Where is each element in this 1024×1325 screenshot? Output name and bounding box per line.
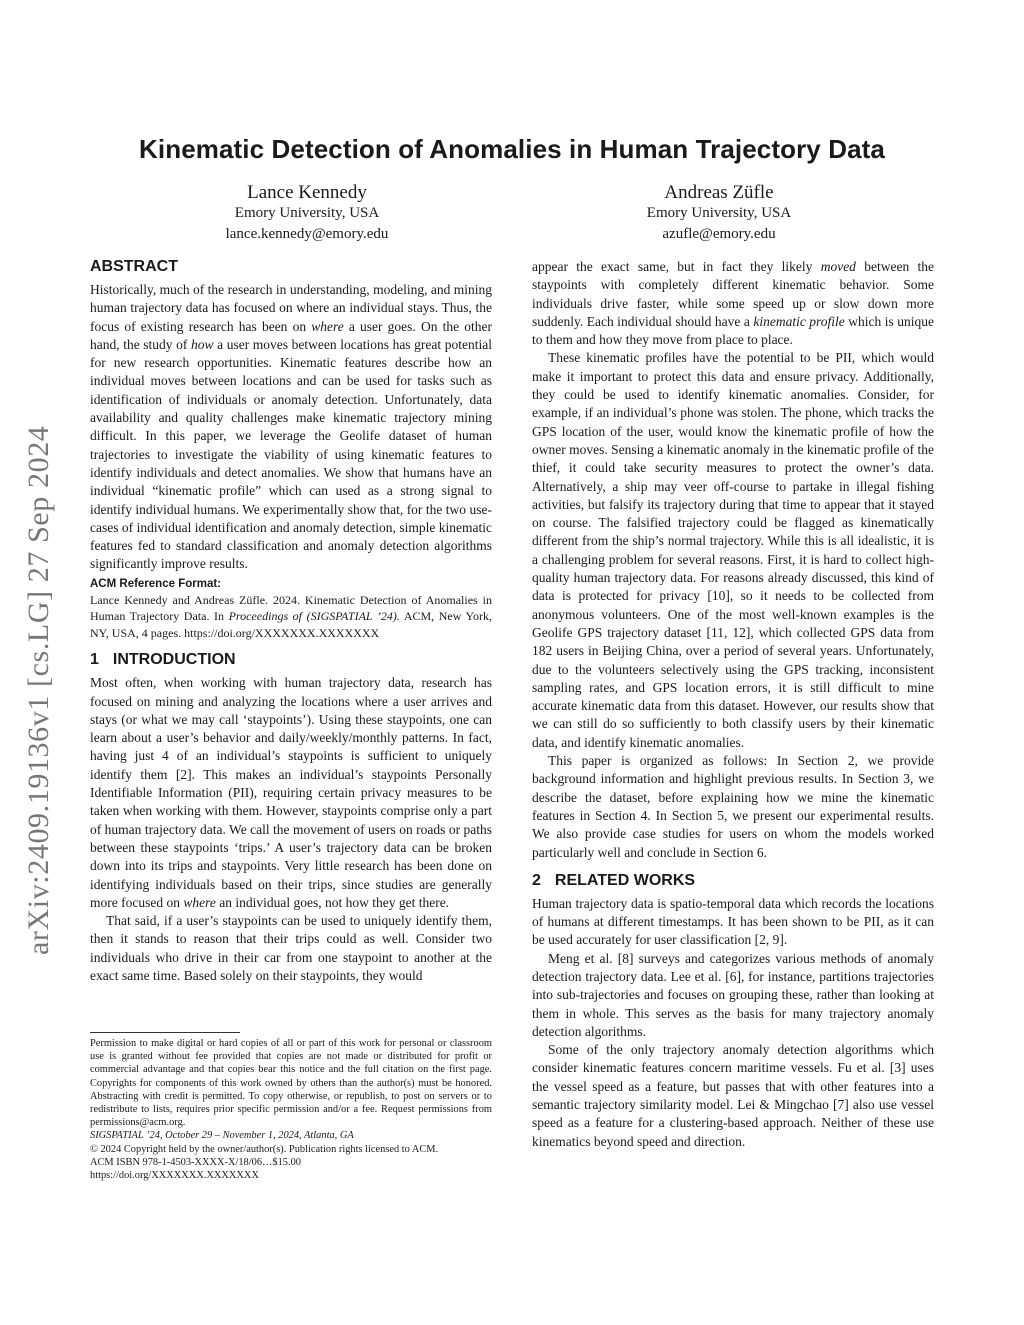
conference-info: SIGSPATIAL ’24, October 29 – November 1, 2024, Atlanta, GA (90, 1130, 354, 1142)
abstract-text: Historically, much of the research in understanding, modeling, and mining human trajectory data has focused on where an individual stays. Thus, the focus of existing research has been on where a user goes. On the other hand, the study of how a user moves between locations has great potential for new research opportunities. Kinematic features describe how an individual moves between locations and can be used for tasks such as identification of individuals or anomaly detection. Unfortunately, data availability and quality challenges make kinematic trajectory mining difficult. In this paper, we leverage the Geolife dataset of human trajectories to investigate the viability of using kinematic features to identify individuals and detect anomalies. We show that humans have an individual “kinematic profile” which can used as a strong signal to identify individual humans. We experimentally show that, for the two use-cases of individual identification and anomaly detection, simple kinematic features fed to standard classification and anomaly detection algorithms significantly improve results. (90, 282, 492, 572)
author-affiliation: Emory University, USA (234, 205, 380, 221)
isbn-line: ACM ISBN 978-1-4503-XXXX-X/18/06…$15.00 (90, 1156, 301, 1168)
intro-paragraph: This paper is organized as follows: In Section 2, we provide background information and highlight previous results. In Section 3, we describe the dataset, before explaining how we mine the kinematic features in Section 4. In Section 5, we present our experimental results. We also provide case studies for users on whom the models worked particularly well and conclude in Section 6. (532, 753, 934, 860)
author-name: Andreas Züfle (664, 182, 774, 203)
doi-line: https://doi.org/XXXXXXX.XXXXXXX (90, 1170, 259, 1182)
intro-paragraph: That said, if a user’s staypoints can be used to uniquely identify them, then it stands to reason that their trips could as well. Consider two individuals who drive in their car from one staypoint to another at the exact same time. Based solely on their staypoints, they would (90, 913, 492, 983)
left-column (90, 256, 492, 985)
author-affiliation: Emory University, USA (646, 205, 792, 221)
permission-notice: Permission to make digital or hard copies of all or part of this work for personal or classroom use is granted without fee provided that copies are not made or distributed for profit or commercial advantage and that copies bear this notice and the full citation on the first page. Copyrights for components of this work owned by others than the author(s) must be honored. Abstracting with credit is permitted. To copy otherwise, or republish, to post on servers or to redistribute to lists, requires prior specific permission and/or a fee. Request permissions from permissions@acm.org. (90, 1038, 492, 1129)
arxiv-identifier-stamp (6, 300, 66, 960)
author-name: Lance Kennedy (247, 182, 367, 203)
intro-paragraph: Most often, when working with human trajectory data, research has focused on mining and analyzing the locations where a user arrives and stays (or what we may call ‘staypoints’). Using these staypoints, one can learn about a user’s behavior and daily/weekly/monthly patterns. In fact, having just 4 of an individual’s staypoints is sufficient to uniquely identify them [2]. This makes an individual’s staypoints Personally Identifiable Information (PII), requiring certain privacy measures to be taken when working with them. However, staypoints comprise only a part of human trajectory data. We call the movement of users on roads or paths between these staypoints ‘trips.’ A user’s trajectory data can be broken down into its trips and staypoints. Very little research has been done on identifying individuals based on their trips, since studies are generally more focused on where an individual goes, not how they get there. (90, 675, 492, 910)
related-paragraph: Human trajectory data is spatio-temporal data which records the locations of humans at different timestamps. It has been shown to be PII, as it can be used accurately for user classification [2, 9]. (532, 895, 934, 948)
arxiv-stamp-text: arXiv:2409.19136v1 [cs.LG] 27 Sep 2024 (22, 425, 55, 955)
abstract-heading: ABSTRACT (90, 258, 178, 275)
author-email: azufle@emory.edu (662, 226, 776, 242)
copyright-line: © 2024 Copyright held by the owner/author(s). Publication rights licensed to ACM. (90, 1143, 439, 1155)
intro-paragraph: appear the exact same, but in fact they likely moved between the staypoints with completely different kinematic behavior. Some individuals drive faster, while some speed up or slow down more suddenly. Each individual should have a kinematic profile which is unique to them and how they move from place to place. (532, 259, 934, 348)
footnote-divider (90, 1032, 240, 1033)
section-heading-related-works: 2 RELATED WORKS (532, 871, 696, 889)
author-email: lance.kennedy@emory.edu (225, 226, 389, 242)
intro-paragraph: These kinematic profiles have the potential to be PII, which would make it important to protect this data and ensure privacy. Additionally, they could be used to identify kinematic anomalies. Consider, for example, if an individual’s phone was stolen. The phone, which tracks the GPS location of the user, would know the kinematic profile of how the owner moves. Sensing a kinematic anomaly in the kinematic profile of the thief, it could take security measures to protect the owner’s data. Alternatively, a ship may veer off-course to partake in illegal fishing activities, but falsify its trajectory during that time to appear that it stayed on course. The falsified trajectory could be flagged as kinematically different from the ship’s normal trajectory. While this is all idealistic, it is a challenging problem for several reasons. First, it is hard to collect high-quality human trajectory data. For reasons already discussed, this kind of data is protected for privacy [10], so it needs to be collected from anonymous volunteers. One of the most well-known examples is the Geolife GPS trajectory dataset [11, 12], which collected GPS data from 182 users in Beijing China, over a period of several years. Unfortunately, due to the volunteers selectively using the GPS tracking, inconsistent sampling rates, and GPS location errors, it is still difficult to mine accurate kinematic data from this dataset. However, our results show that we can still do so sufficiently to both classify users by their kinematic data, and identify kinematic anomalies. (532, 350, 934, 750)
paper-title: Kinematic Detection of Anomalies in Human Trajectory Data (139, 134, 885, 164)
acm-reference-label: ACM Reference Format: (90, 577, 221, 590)
author-block-1 (147, 182, 467, 245)
author-block-2 (559, 182, 879, 245)
section-heading-introduction: 1 INTRODUCTION (90, 651, 236, 669)
acm-reference-text: Lance Kennedy and Andreas Züfle. 2024. Kinematic Detection of Anomalies in Human Trajectory Data. In Proceedings of (SIGSPATIAL ’24). ACM, New York, NY, USA, 4 pages. https://doi.org/XXXXXXX.XXXXXXX (90, 592, 492, 640)
copyright-footnote (90, 1037, 492, 1182)
related-paragraph: Some of the only trajectory anomaly detection algorithms which consider kinematic features concern maritime vessels. Fu et al. [3] uses the vessel speed as a feature, but passes that with other features into a semantic trajectory similarity model. Lei & Mingchao [7] also use vessel speed as a feature for a clustering-based approach. Neither of these use kinematics beyond speed and direction. (532, 1042, 934, 1149)
related-paragraph: Meng et al. [8] surveys and categorizes various methods of anomaly detection trajectory data. Lee et al. [6], for instance, partitions trajectories into sub-trajectories and focuses on grouping these, rather than looking at them in whole. This serves as the basis for many trajectory anomaly detection algorithms. (532, 950, 934, 1039)
right-column (532, 258, 934, 1151)
